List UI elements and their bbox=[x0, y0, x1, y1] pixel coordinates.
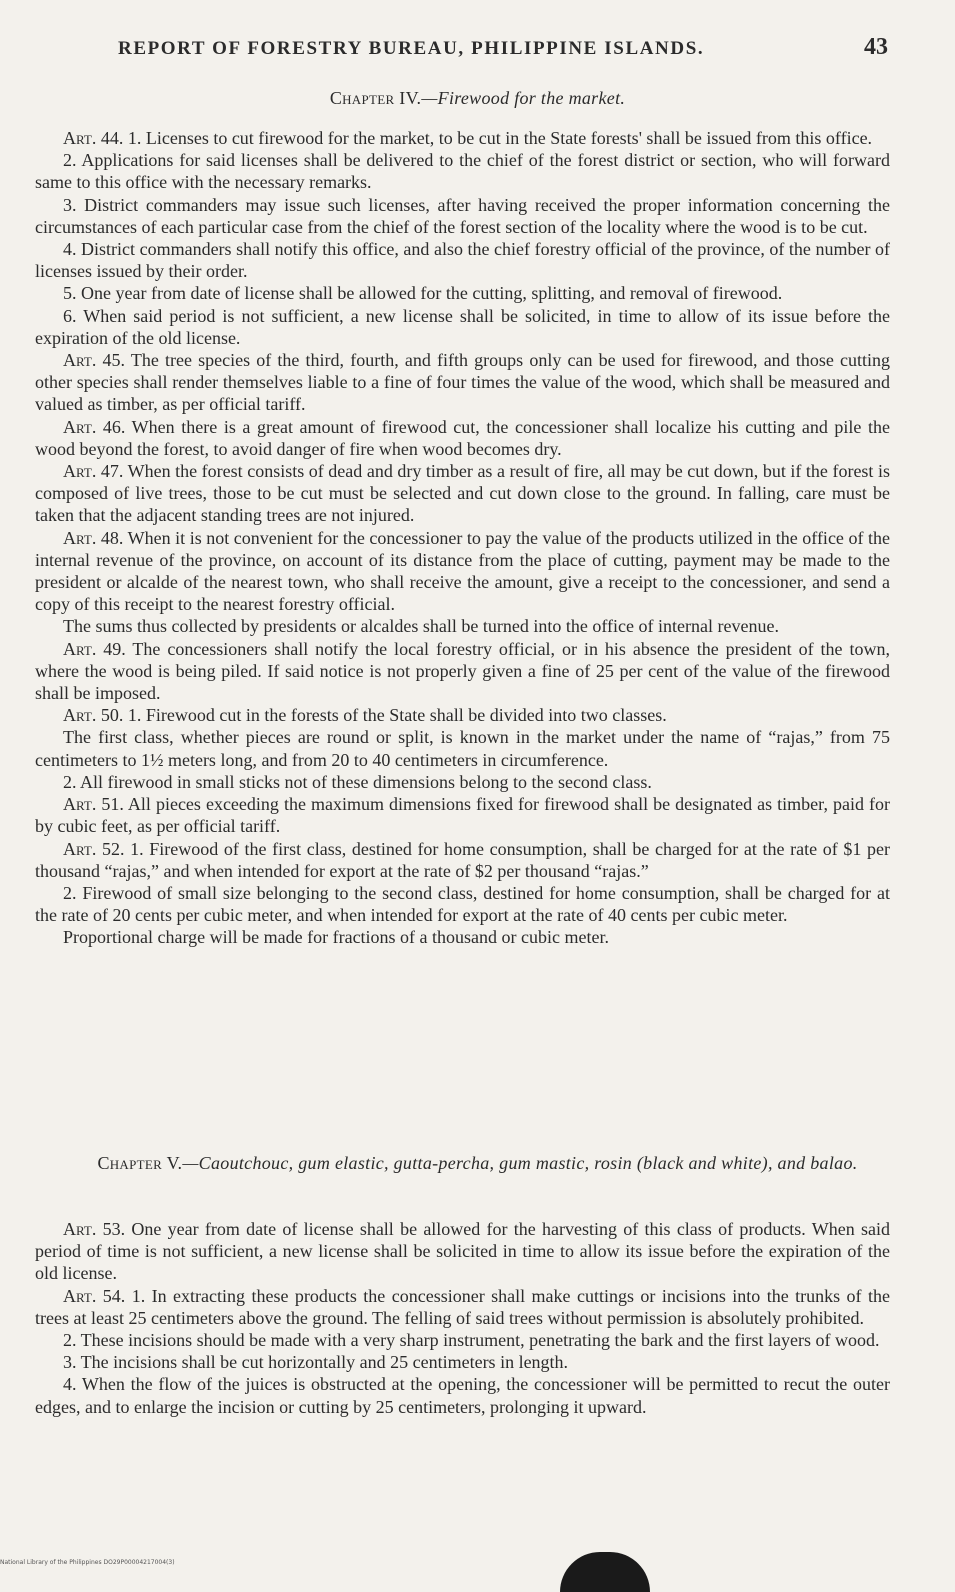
paragraph: 6. When said period is not sufficient, a new license shall be solicited, in time to allow of its issue before the expiration of the old license. bbox=[35, 305, 890, 348]
source-note: National Library of the Philippines DO29P00004217004(3) bbox=[0, 1559, 175, 1566]
paragraph: Art. 50. 1. Firewood cut in the forests of the State shall be divided into two classes. bbox=[63, 705, 667, 726]
paragraph: Art. 46. When there is a great amount of firewood cut, the concessioner shall localize his cutting and pile the wood beyond the forest, to avoid danger of fire when wood becomes dry. bbox=[35, 416, 890, 459]
chapter-iv-label: Chapter IV. bbox=[329, 88, 422, 108]
paragraph: Art. 51. All pieces exceeding the maximum dimensions fixed for firewood shall be designated as timber, paid for by cubic feet, as per official tariff. bbox=[35, 794, 890, 837]
paragraph: 5. One year from date of license shall be allowed for the cutting, splitting, and removal of firewood. bbox=[63, 283, 783, 304]
page-number: 43 bbox=[864, 34, 888, 60]
chapter-v-body bbox=[35, 1218, 890, 1418]
paragraph: 2. All firewood in small sticks not of these dimensions belong to the second class. bbox=[63, 771, 652, 792]
paragraph: Art. 49. The concessioners shall notify the local forestry official, or in his absence the president of the town, where the wood is being piled. If said notice is not properly given a fine of 25 per cent of the value of the firewood shall be imposed. bbox=[35, 638, 890, 704]
chapter-v-heading bbox=[60, 1152, 895, 1174]
paragraph: 3. District commanders may issue such licenses, after having received the proper information concerning the circumstances of each particular case from the chief of the forest section of the locality where the wood is to be cut. bbox=[35, 194, 890, 237]
chapter-v-label: Chapter V. bbox=[97, 1153, 183, 1173]
paragraph: Art. 45. The tree species of the third, fourth, and fifth groups only can be used for firewood, and those cutting other species shall render themselves liable to a fine of four times the value of the wood, which shall be measured and valued as timber, as per official tariff. bbox=[35, 350, 890, 415]
chapter-v-subject: —Caoutchouc, gum elastic, gutta-percha, gum mastic, rosin (black and white), and balao. bbox=[182, 1153, 858, 1173]
scan-artifact bbox=[560, 1552, 650, 1592]
paragraph: The sums thus collected by presidents or alcaldes shall be turned into the office of internal revenue. bbox=[63, 616, 779, 637]
paragraph: 2. Applications for said licenses shall be delivered to the chief of the forest district or section, who will forward same to this office with the necessary remarks. bbox=[35, 150, 890, 193]
paragraph: 3. The incisions shall be cut horizontally and 25 centimeters in length. bbox=[63, 1352, 569, 1373]
running-head: REPORT OF FORESTRY BUREAU, PHILIPPINE ISLANDS. bbox=[118, 38, 705, 59]
paragraph: 2. These incisions should be made with a very sharp instrument, penetrating the bark and the first layers of wood. bbox=[63, 1330, 880, 1351]
paragraph: 2. Firewood of small size belonging to the second class, destined for home consumption, shall be charged for at the rate of 20 cents per cubic meter, and when intended for export at the rate of 40 cents per cubic meter. bbox=[35, 882, 890, 926]
page-header bbox=[118, 34, 888, 64]
chapter-iv-subject: —Firewood for the market. bbox=[421, 88, 626, 108]
chapter-iv-body bbox=[35, 127, 890, 949]
chapter-iv-heading bbox=[0, 88, 955, 109]
paragraph: Art. 53. One year from date of license shall be allowed for the harvesting of this class of products. When said period of time is not sufficient, a new license shall be solicited in time to allow its issue before the expiration of the old license. bbox=[35, 1219, 890, 1284]
paragraph: The first class, whether pieces are round or split, is known in the market under the name of “rajas,” from 75 centimeters to 1½ meters long, and from 20 to 40 centimeters in circumference. bbox=[35, 727, 890, 770]
paragraph: Art. 44. 1. Licenses to cut firewood for the market, to be cut in the State forests' shall be issued from this office. bbox=[63, 128, 873, 148]
paragraph: 4. When the flow of the juices is obstructed at the opening, the concessioner will be permitted to recut the outer edges, and to enlarge the incision or cutting by 25 centimeters, prolonging it upward. bbox=[35, 1374, 890, 1417]
paragraph: Art. 47. When the forest consists of dead and dry timber as a result of fire, all may be cut down, but if the forest is composed of live trees, those to be cut must be selected and cut down close to the ground. In falling, care must be taken that the adjacent standing trees are not injured. bbox=[35, 461, 890, 526]
paragraph: Art. 54. 1. In extracting these products the concessioner shall make cuttings or incisions into the trunks of the trees at least 25 centimeters above the ground. The felling of said trees without permission is absolutely prohibited. bbox=[35, 1285, 890, 1328]
paragraph: Art. 52. 1. Firewood of the first class, destined for home consumption, shall be charged for at the rate of $1 per thousand “rajas,” and when intended for export at the rate of $2 per thousand “rajas.” bbox=[35, 838, 890, 881]
paragraph: Art. 48. When it is not convenient for the concessioner to pay the value of the products utilized in the office of the internal revenue of the province, on account of its distance from the place of cutting, payment may be made to the president or alcalde of the nearest town, who shall receive the amount, give a receipt to the concessioner, and send a copy of this receipt to the nearest forestry official. bbox=[35, 527, 890, 615]
paragraph: Proportional charge will be made for fractions of a thousand or cubic meter. bbox=[63, 927, 609, 948]
paragraph: 4. District commanders shall notify this office, and also the chief forestry official of the province, of the number of licenses issued by their order. bbox=[35, 239, 890, 282]
